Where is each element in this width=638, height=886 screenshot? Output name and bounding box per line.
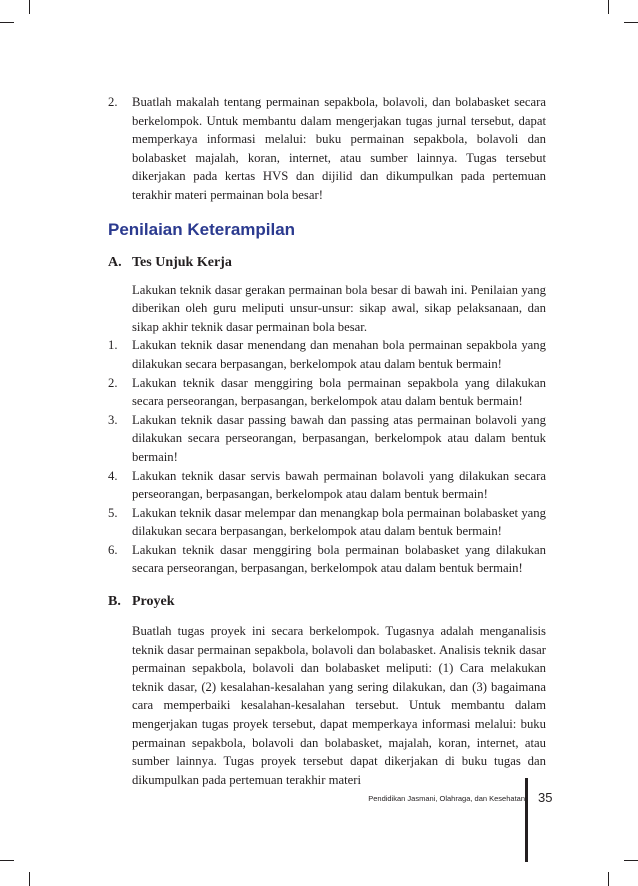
item-number: 4. bbox=[108, 468, 118, 483]
subsection-title-b bbox=[108, 592, 546, 612]
footer-divider bbox=[525, 778, 528, 862]
section-a-intro: Lakukan teknik dasar gerakan permainan bola besar di bawah ini. Penilaian yang diberikan oleh guru meliputi unsur-unsur: sikap awal, sikap pelaksanaan, dan sikap akhir teknik dasar permainan bola besar. bbox=[132, 282, 546, 334]
item-number: 1. bbox=[108, 338, 118, 353]
item-text: Lakukan teknik dasar menggiring bola permainan bolabasket yang dilakukan secara perseorangan, berpasangan, berkelompok atau dalam bentuk bermain! bbox=[132, 542, 546, 576]
crop-mark bbox=[608, 0, 609, 14]
crop-mark bbox=[0, 22, 14, 23]
item-text: Buatlah makalah tentang permainan sepakbola, bolavoli, dan bolabasket secara berkelompok. Untuk membantu dalam mengerjakan tugas jurnal tersebut, dapat memperkaya informasi melalui: buku permainan sepakbola, bolavoli dan bolabasket majalah, koran, internet, atau sumber lainnya. Tugas tersebut dikerjakan pada kertas HVS dan dijilid dan dikumpulkan pada pertemuan terakhir materi permainan bola besar! bbox=[132, 95, 546, 202]
crop-mark bbox=[624, 22, 638, 23]
footer-book-title: Pendidikan Jasmani, Olahraga, dan Kesehatan bbox=[368, 794, 525, 803]
item-text: Lakukan teknik dasar servis bawah permainan bolavoli yang dilakukan secara perseorangan, berpasangan, berkelompok atau dalam bentuk bermain! bbox=[132, 468, 546, 502]
section-heading: Penilaian Keterampilan bbox=[108, 219, 296, 239]
page-number: 35 bbox=[538, 790, 553, 805]
list-item bbox=[108, 374, 546, 411]
crop-mark bbox=[0, 860, 14, 861]
item-number: 2. bbox=[108, 375, 118, 390]
item-number: 2. bbox=[108, 95, 118, 109]
section-b-text: Buatlah tugas proyek ini secara berkelompok. Tugasnya adalah menganalisis teknik dasar permainan sepakbola, bolavoli dan bolabasket. Analisis teknik dasar permainan sepakbola, bolavoli dan bolabasket meliputi: (1) Cara melakukan teknik dasar, (2) kesalahan-kesalahan yang sering dilakukan, dan (3) bagaimana cara memperbaiki kesalahan-kesalahan tersebut. Untuk membantu dalam mengerjakan tugas proyek tersebut, dapat memperkaya informasi melalui: buku permainan sepakbola, bolavoli dan bolabasket, majalah, koran, internet, atau sumber lainnya. Tugas proyek tersebut dapat dikerjakan di buku tugas dan dikumpulkan pada pertemuan terakhir materi bbox=[132, 624, 546, 787]
item-text: Lakukan teknik dasar melempar dan menangkap bola permainan bolabasket yang dilakukan secara berpasangan, berkelompok atau dalam bentuk bermain! bbox=[132, 505, 546, 539]
crop-mark bbox=[29, 872, 30, 886]
subsection-letter: B. bbox=[108, 594, 121, 610]
subsection-title: Proyek bbox=[132, 594, 175, 610]
crop-mark bbox=[624, 860, 638, 861]
assignment-item bbox=[108, 93, 546, 205]
crop-mark bbox=[29, 0, 30, 14]
list-item bbox=[108, 504, 546, 541]
list-item bbox=[108, 336, 546, 373]
subsection-title-a bbox=[108, 253, 546, 273]
crop-mark bbox=[608, 872, 609, 886]
list-item bbox=[108, 411, 546, 467]
item-number: 3. bbox=[108, 412, 118, 427]
subsection-title: Tes Unjuk Kerja bbox=[132, 254, 232, 270]
page-content bbox=[108, 93, 546, 789]
item-text: Lakukan teknik dasar menendang dan menahan bola permainan sepakbola yang dilakukan secara berpasangan, berkelompok atau dalam bentuk bermain! bbox=[132, 338, 546, 371]
list-item bbox=[108, 467, 546, 504]
item-text: Lakukan teknik dasar passing bawah dan passing atas permainan bolavoli yang dilakukan secara perseorangan, berpasangan, berkelompok atau dalam bentuk bermain! bbox=[132, 412, 546, 464]
item-text: Lakukan teknik dasar menggiring bola permainan sepakbola yang dilakukan secara perseorangan, berpasangan, berkelompok atau dalam bentuk bermain! bbox=[132, 375, 546, 409]
item-number: 6. bbox=[108, 542, 118, 557]
item-number: 5. bbox=[108, 505, 118, 520]
list-item bbox=[108, 541, 546, 578]
subsection-letter: A. bbox=[108, 254, 122, 270]
